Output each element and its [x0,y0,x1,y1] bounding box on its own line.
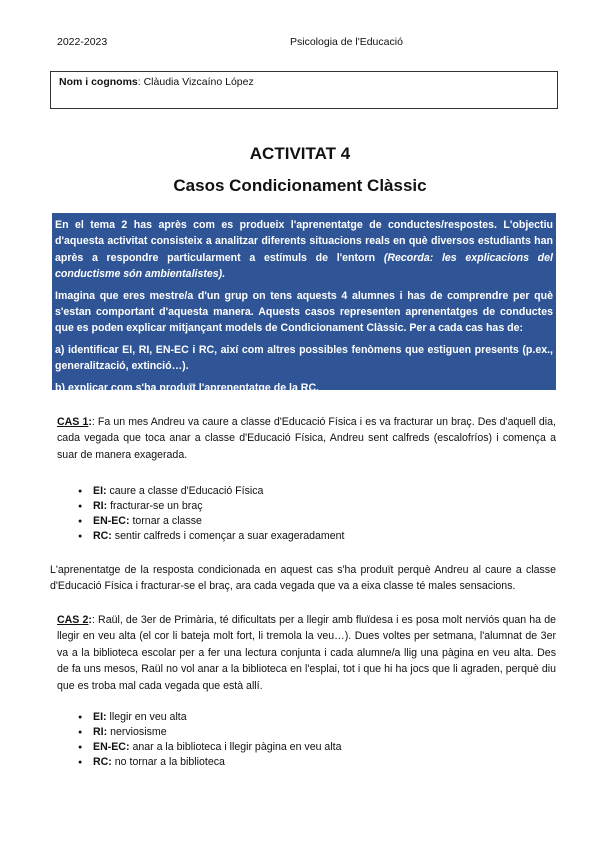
cas2-paragraph: CAS 2:: Raül, de 3er de Primària, té dificultats per a llegir amb fluïdesa i es posa molt nerviós quan ha de llegir en veu alta (el cor li bateja molt fort, li tremola la veu…). Dues voltes per setmana, l'alumnat de 3er va a la biblioteca escolar per a fer una lectura conjunta i cada alumne/a llig una pàgina en veu alta. Des de fa uns mesos, Raül no vol anar a la biblioteca en l'esplai, tot i que hi ha jocs que li agraden, perquè diu que es troba mal cada vegada que està allí. [57,614,556,692]
instructions-p1 [55,217,553,283]
list-item: ● RC: sentir calfreds i començar a suar exageradament [78,529,344,544]
header-course: Psicologia de l'Educació [290,36,403,48]
list-item: ● EI: caure a classe d'Educació Física [78,484,344,499]
list-item: ● RC: no tornar a la biblioteca [78,755,342,770]
cas2-label: CAS 2 [57,614,89,626]
list-item: ● RI: nerviosisme [78,725,342,740]
cas2-text: : Raül, de 3er de Primària, té dificultats per a llegir amb fluïdesa i es posa molt nerviós quan ha de llegir en veu alta (el cor li bateja molt fort, li tremola la veu…). Dues voltes per setmana, l'alumnat de 3er va a la biblioteca escolar per a fer una lectura conjunta i cada alumne/a llig una pàgina en veu alta. Des de fa uns mesos, Raül no vol anar a la biblioteca en l'esplai, tot i que hi ha jocs que li agraden, perquè diu que es troba mal cada vegada que està allí. [57,614,556,692]
instructions-b: b) explicar com s'ha produït l'aprenentatge de la RC. [55,381,320,394]
cas1-text: : Fa un mes Andreu va caure a classe d'Educació Física i es va fracturar un braç. Des d'aquell dia, cada vegada que toca anar a classe d'Educació Física, Andreu sent calfreds (escalofríos) i comença a suar de manera exagerada. [57,416,557,461]
name-value: : Clàudia Vizcaíno López [137,76,254,88]
name-label: Nom i cognoms [59,76,138,88]
cas1-label: CAS 1 [57,416,89,428]
instructions-p1-text: En el tema 2 has après com es produeix l'aprenentatge de conductes/respostes. L'objectiu d'aquesta activitat consisteix a analitzar diferents situacions reals en què diversos estudiants han après a respondre particularment a estímuls de l'entorn [55,219,553,264]
instructions-p2: Imagina que eres mestre/a d'un grup on tens aquests 4 alumnes i has de comprendre per què s'estan comportant d'aquesta manera. Aquests casos representen aprenentatges de conductes que es poden explicar mitjançant models de Condicionament Clàssic. Per a cada cas has de: [55,289,553,335]
cas1-list [78,484,344,544]
cas1-explanation: L'aprenentatge de la resposta condicionada en aquest cas s'ha produït perquè Andreu al caure a classe d'Educació Física i fracturar-se el braç, ara cada vegada que va a eixa classe té males sensacions. [50,564,556,593]
list-item: ● EN-EC: anar a la biblioteca i llegir pàgina en veu alta [78,740,342,755]
cas2-list [78,710,342,770]
instructions-box [52,213,556,394]
list-item: ● EN-EC: tornar a classe [78,514,344,529]
name-box [50,71,558,109]
instructions-a: a) identificar EI, RI, EN-EC i RC, així com altres possibles fenòmens que estiguen presents (p.ex., generalització, extinció…). [55,343,553,373]
cas1-paragraph: CAS 1:: Fa un mes Andreu va caure a classe d'Educació Física i es va fracturar un braç. Des d'aquell dia, cada vegada que toca anar a classe d'Educació Física, Andreu sent calfreds (escalofríos) i comença a suar de manera exagerada. [57,416,557,461]
list-item: ● EI: llegir en veu alta [78,710,342,725]
activity-title: ACTIVITAT 4 [249,144,351,163]
header-year: 2022-2023 [57,36,108,48]
activity-subtitle: Casos Condicionament Clàssic [173,176,427,195]
instructions-note: (Recorda: les explicacions del conductisme són ambientalistes). [55,251,553,281]
list-item: ● RI: fracturar-se un braç [78,499,344,514]
